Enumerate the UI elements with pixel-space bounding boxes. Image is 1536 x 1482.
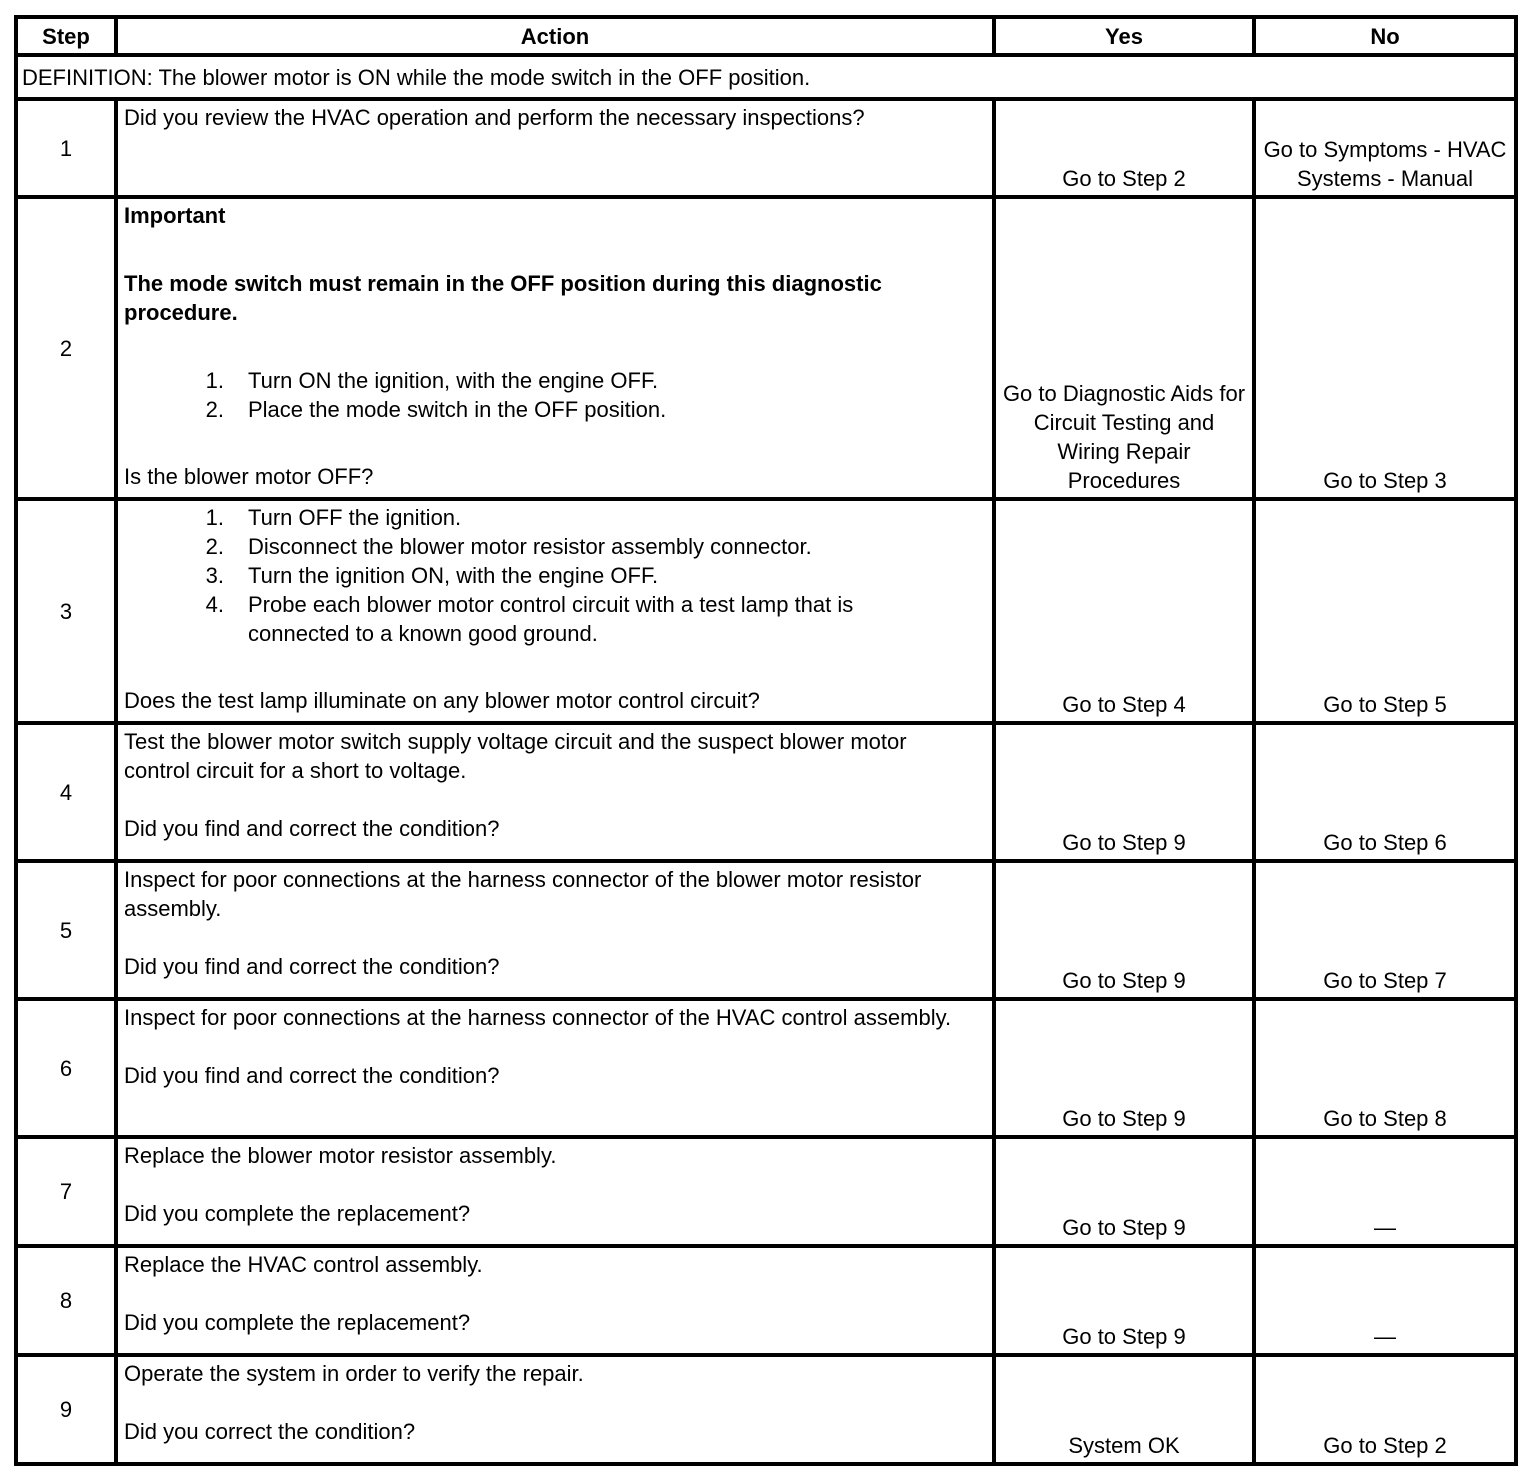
action-text: Inspect for poor connections at the harness connector of the HVAC control assembly. — [124, 1005, 952, 1030]
yes-result: Go to Step 9 — [994, 723, 1254, 861]
list-item: 3. Turn the ignition ON, with the engine OFF. — [205, 563, 659, 588]
question: Is the blower motor OFF? — [124, 464, 374, 489]
action-text: Operate the system in order to verify the repair. — [124, 1361, 584, 1386]
no-result: Go to Step 3 — [1254, 197, 1516, 499]
list-item: 1. Turn ON the ignition, with the engine OFF. — [205, 368, 659, 393]
step-number: 5 — [16, 861, 116, 999]
step-number: 8 — [16, 1246, 116, 1355]
no-result: Go to Step 7 — [1254, 861, 1516, 999]
list-item: 4. Probe each blower motor control circuit with a test lamp that is connected to a known good ground. — [205, 592, 854, 646]
action-text: Replace the HVAC control assembly. — [124, 1252, 483, 1277]
step-number: 9 — [16, 1355, 116, 1464]
yes-result: Go to Step 4 — [994, 499, 1254, 723]
action-text: Did you review the HVAC operation and perform the necessary inspections? — [116, 99, 994, 197]
action-cell — [116, 197, 994, 499]
question: Did you complete the replacement? — [124, 1201, 471, 1226]
question: Did you correct the condition? — [124, 1419, 416, 1444]
yes-result: Go to Diagnostic Aids for Circuit Testing and Wiring Repair Procedures — [994, 197, 1254, 499]
step-number: 7 — [16, 1137, 116, 1246]
table-row — [16, 1246, 1516, 1355]
no-result: Go to Step 5 — [1254, 499, 1516, 723]
step-number: 6 — [16, 999, 116, 1137]
no-result: Go to Symptoms - HVAC Systems - Manual — [1254, 99, 1516, 197]
question: Does the test lamp illuminate on any blower motor control circuit? — [124, 688, 760, 713]
header-action: Action — [116, 17, 994, 55]
question: Did you find and correct the condition? — [124, 816, 500, 841]
action-cell — [116, 999, 994, 1137]
no-result: — — [1254, 1246, 1516, 1355]
step-number: 2 — [16, 197, 116, 499]
action-cell — [116, 861, 994, 999]
list-item: 2. Place the mode switch in the OFF position. — [205, 397, 667, 422]
table-row — [16, 197, 1516, 499]
action-text: Replace the blower motor resistor assembly. — [124, 1143, 557, 1168]
definition: DEFINITION: The blower motor is ON while the mode switch in the OFF position. — [16, 55, 1516, 99]
important-label: Important — [124, 203, 226, 228]
table-row — [16, 1137, 1516, 1246]
list-item: 1. Turn OFF the ignition. — [205, 505, 462, 530]
step-number: 3 — [16, 499, 116, 723]
action-cell — [116, 1137, 994, 1246]
yes-result: Go to Step 2 — [994, 99, 1254, 197]
important-text: The mode switch must remain in the OFF position during this diagnostic procedure. — [124, 271, 882, 325]
no-result: — — [1254, 1137, 1516, 1246]
action-cell — [116, 1246, 994, 1355]
header-step: Step — [16, 17, 116, 55]
action-steps — [124, 366, 986, 424]
action-text: Test the blower motor switch supply voltage circuit and the suspect blower motor control circuit for a short to voltage. — [124, 729, 907, 783]
header-no: No — [1254, 17, 1516, 55]
yes-result: Go to Step 9 — [994, 1137, 1254, 1246]
yes-result: Go to Step 9 — [994, 1246, 1254, 1355]
action-cell — [116, 723, 994, 861]
header-yes: Yes — [994, 17, 1254, 55]
step-number: 1 — [16, 99, 116, 197]
action-text: Inspect for poor connections at the harness connector of the blower motor resistor assembly. — [124, 867, 922, 921]
definition-row — [16, 55, 1516, 99]
table-row — [16, 999, 1516, 1137]
action-cell — [116, 499, 994, 723]
no-result: Go to Step 2 — [1254, 1355, 1516, 1464]
table-row — [16, 1355, 1516, 1464]
question: Did you find and correct the condition? — [124, 1063, 500, 1088]
list-item: 2. Disconnect the blower motor resistor assembly connector. — [205, 534, 812, 559]
question: Did you complete the replacement? — [124, 1310, 471, 1335]
action-cell — [116, 1355, 994, 1464]
action-steps — [124, 503, 986, 648]
table-row — [16, 861, 1516, 999]
table-row — [16, 499, 1516, 723]
step-number: 4 — [16, 723, 116, 861]
diagnostic-table — [14, 15, 1518, 1466]
table-row — [16, 99, 1516, 197]
table-row — [16, 723, 1516, 861]
no-result: Go to Step 8 — [1254, 999, 1516, 1137]
no-result: Go to Step 6 — [1254, 723, 1516, 861]
yes-result: Go to Step 9 — [994, 861, 1254, 999]
question: Did you find and correct the condition? — [124, 954, 500, 979]
header-row — [16, 17, 1516, 55]
yes-result: Go to Step 9 — [994, 999, 1254, 1137]
yes-result: System OK — [994, 1355, 1254, 1464]
